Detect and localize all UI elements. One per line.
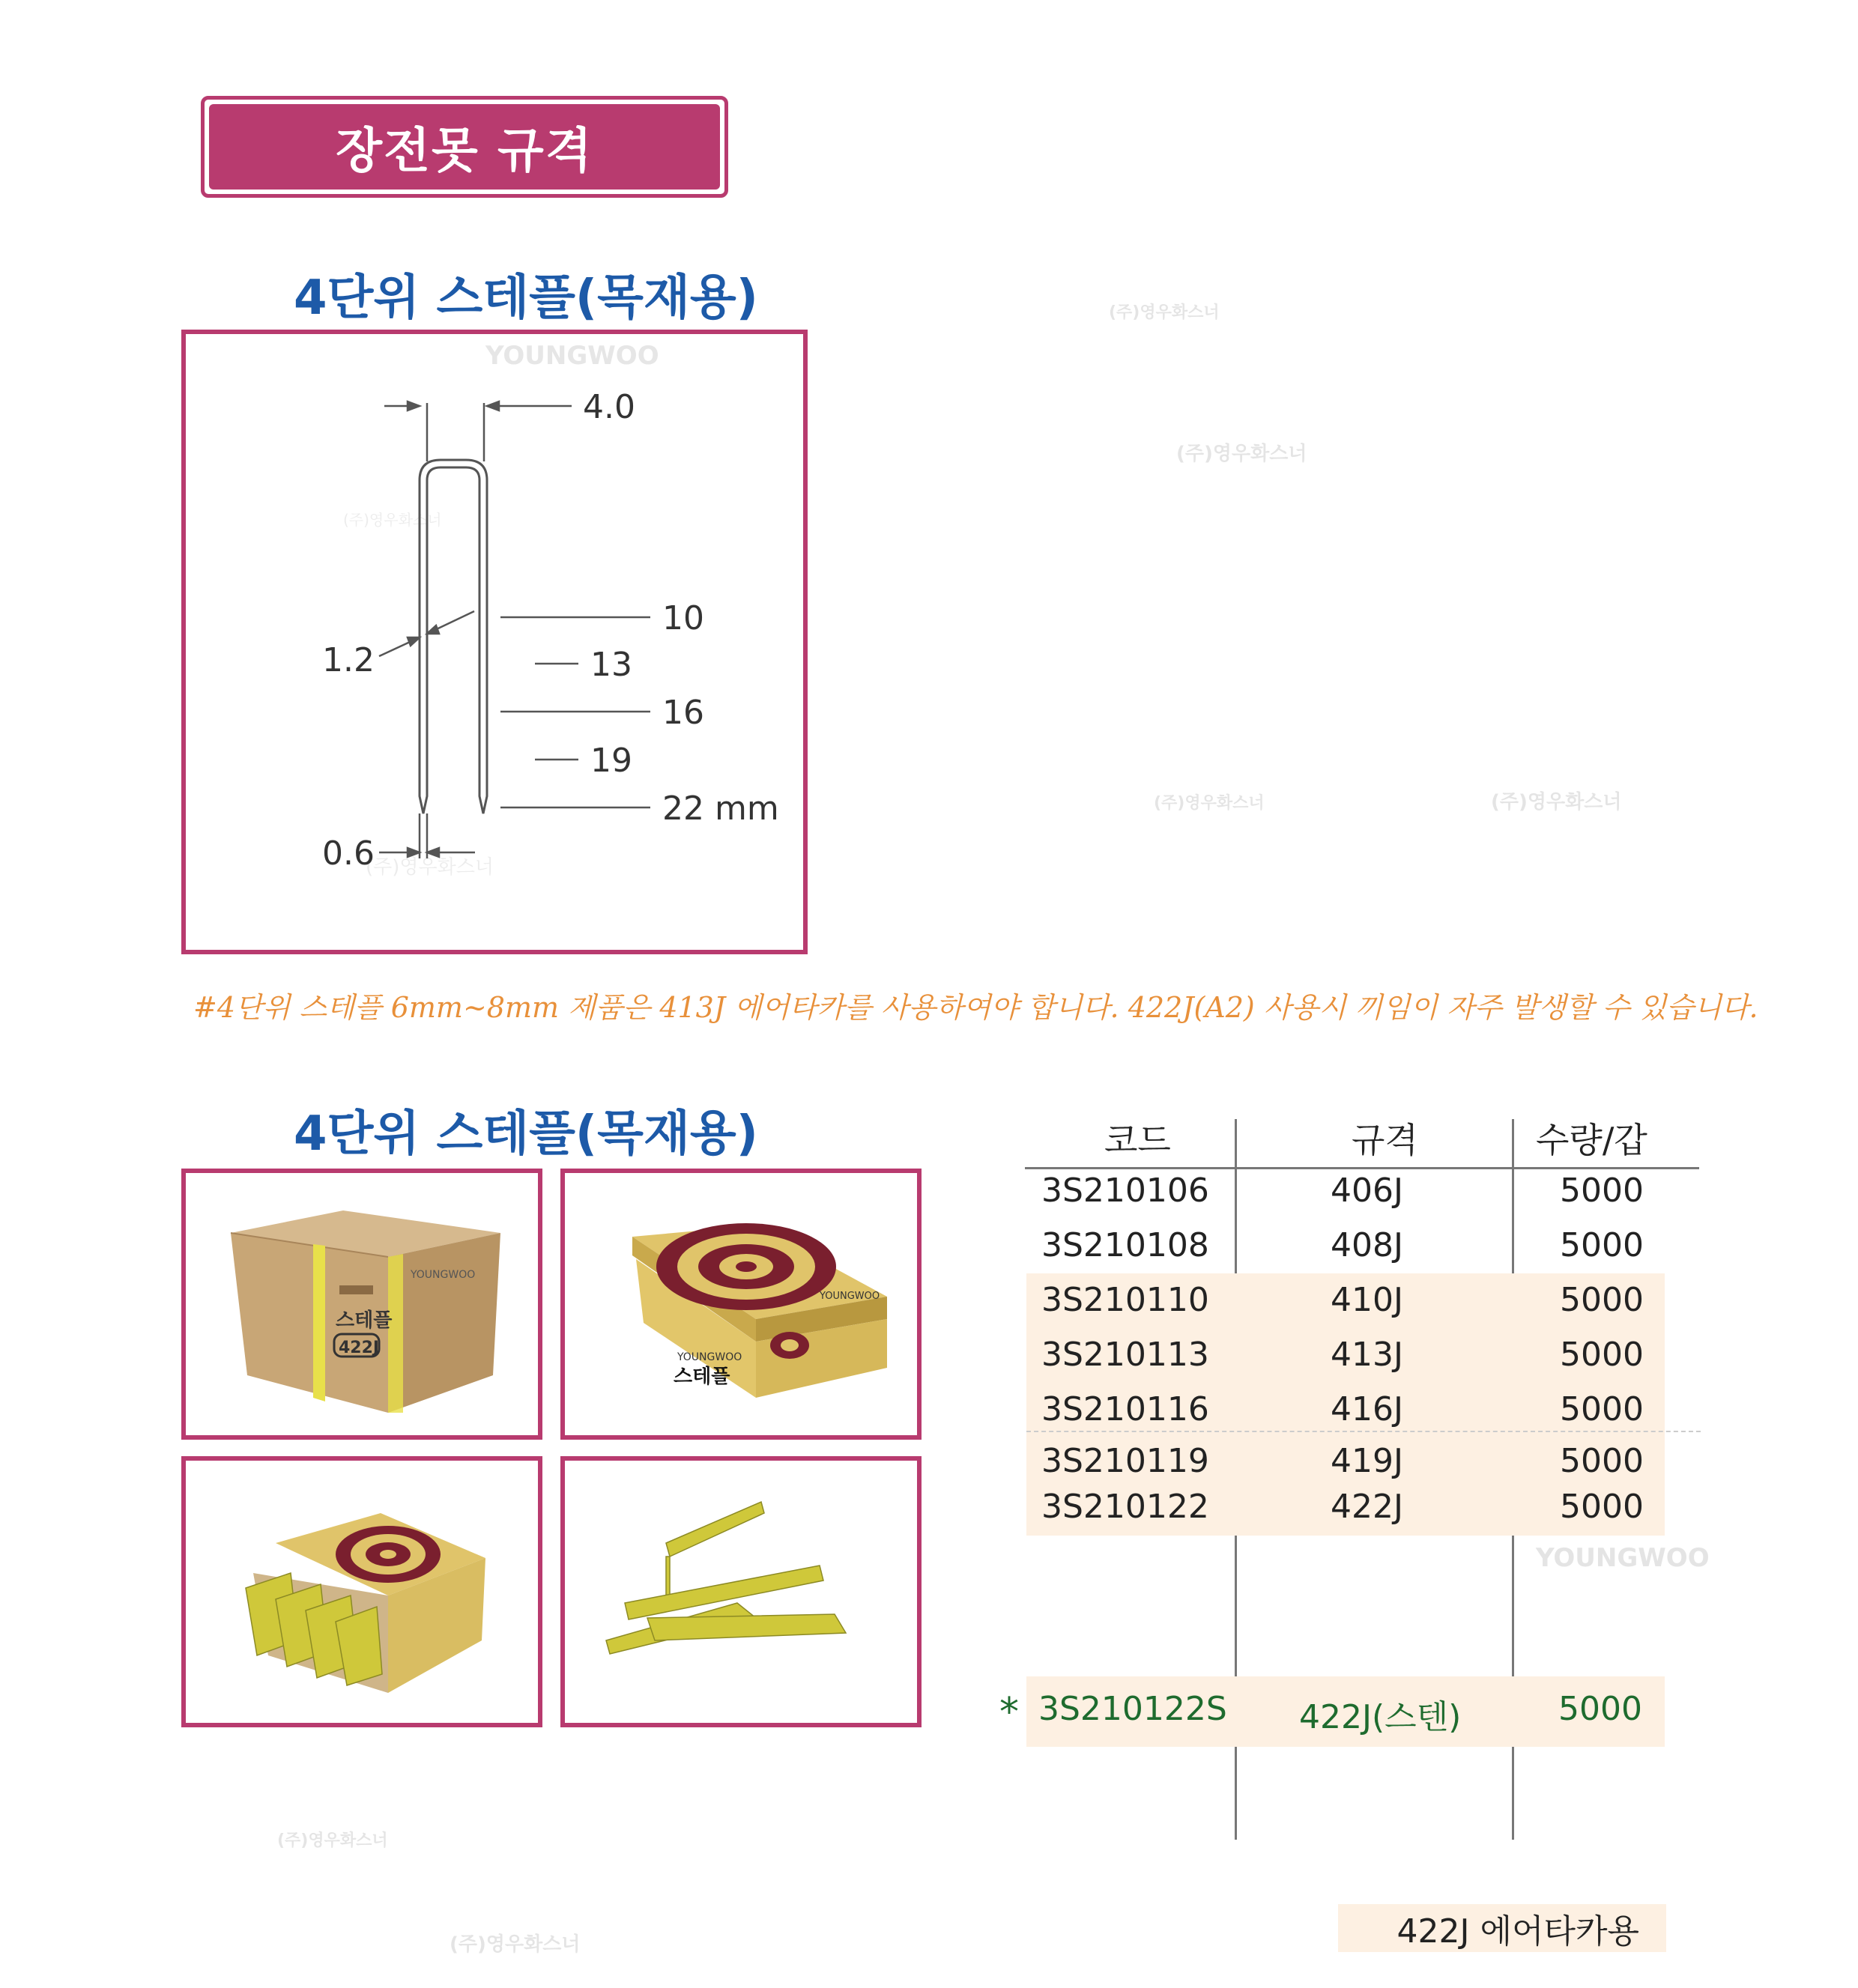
staple-box-image xyxy=(565,1173,917,1435)
cell-code: 3S210119 xyxy=(1041,1442,1209,1480)
cell-qty: 5000 xyxy=(1560,1226,1644,1264)
staple-box-photo-frame xyxy=(560,1169,922,1440)
cell-code: 3S210113 xyxy=(1041,1336,1209,1374)
staple-strips-image xyxy=(565,1461,917,1723)
open-box-image xyxy=(186,1461,538,1723)
cell-qty: 5000 xyxy=(1560,1172,1644,1210)
svg-text:YOUNGWOO: YOUNGWOO xyxy=(411,1269,476,1281)
cell-qty: 5000 xyxy=(1560,1488,1644,1526)
header-qty: 수량/갑 xyxy=(1536,1120,1647,1160)
staple-diagram-frame xyxy=(181,330,808,954)
cell-code: 3S210122S xyxy=(1038,1690,1227,1728)
special-marker: * xyxy=(999,1690,1019,1735)
title-banner xyxy=(201,96,728,198)
svg-text:(주)영우화스너: (주)영우화스너 xyxy=(366,856,494,879)
svg-text:YOUNGWOO: YOUNGWOO xyxy=(677,1351,742,1363)
banner-title: 장전못 규격 xyxy=(209,104,720,190)
dashed-divider xyxy=(1026,1431,1701,1432)
staple-dimension-diagram xyxy=(186,334,803,950)
svg-text:YOUNGWOO: YOUNGWOO xyxy=(485,341,659,371)
cell-spec: 422J(스텐) xyxy=(1299,1698,1462,1736)
cell-qty: 5000 xyxy=(1560,1442,1644,1480)
carton-box-image xyxy=(186,1173,538,1435)
open-box-photo-frame xyxy=(181,1456,542,1727)
staple-strips-photo-frame xyxy=(560,1456,922,1727)
cell-spec: 408J xyxy=(1331,1226,1403,1264)
svg-text:YOUNGWOO: YOUNGWOO xyxy=(820,1291,880,1302)
table-header-rule xyxy=(1025,1167,1699,1169)
header-code: 코드 xyxy=(1104,1120,1171,1160)
watermark: (주)영우화스너 xyxy=(1176,443,1307,465)
cell-qty: 5000 xyxy=(1560,1281,1644,1319)
svg-text:10: 10 xyxy=(662,599,704,637)
svg-text:스테플: 스테플 xyxy=(674,1366,730,1388)
svg-text:13: 13 xyxy=(590,646,632,684)
svg-text:19: 19 xyxy=(590,742,632,780)
cell-spec: 422J xyxy=(1331,1488,1403,1526)
cell-spec: 413J xyxy=(1331,1336,1403,1374)
svg-text:16: 16 xyxy=(662,694,704,732)
photo-section-title: 4단위 스테플(목재용) xyxy=(294,1106,758,1162)
cell-spec: 416J xyxy=(1331,1390,1403,1428)
svg-text:스테플: 스테플 xyxy=(336,1309,393,1332)
cell-qty: 5000 xyxy=(1560,1336,1644,1374)
svg-text:22 mm: 22 mm xyxy=(662,790,779,828)
carton-photo-frame xyxy=(181,1169,542,1440)
cell-spec: 410J xyxy=(1331,1281,1403,1319)
watermark: (주)영우화스너 xyxy=(1154,794,1265,813)
watermark: (주)영우화스너 xyxy=(277,1831,388,1850)
diagram-section-title: 4단위 스테플(목재용) xyxy=(294,270,758,326)
cell-spec: 406J xyxy=(1331,1172,1403,1210)
cell-qty: 5000 xyxy=(1558,1690,1642,1728)
cell-code: 3S210110 xyxy=(1041,1281,1209,1319)
cell-spec: 419J xyxy=(1331,1442,1403,1480)
cell-qty: 5000 xyxy=(1560,1390,1644,1428)
usage-note: #4단위 스테플 6mm~8mm 제품은 413J 에어타카를 사용하여야 합니다. 422J(A2) 사용시 끼임이 자주 발생할 수 있습니다. xyxy=(193,991,1758,1024)
cell-code: 3S210108 xyxy=(1041,1226,1209,1264)
cell-code: 3S210106 xyxy=(1041,1172,1209,1210)
cell-code: 3S210122 xyxy=(1041,1488,1209,1526)
svg-text:0.6: 0.6 xyxy=(322,834,375,873)
cell-code: 3S210116 xyxy=(1041,1390,1209,1428)
svg-text:4.0: 4.0 xyxy=(583,388,635,426)
watermark: YOUNGWOO xyxy=(1536,1543,1710,1573)
watermark: (주)영우화스너 xyxy=(1491,791,1622,813)
svg-text:1.2: 1.2 xyxy=(322,641,375,679)
watermark: (주)영우화스너 xyxy=(450,1933,581,1956)
svg-text:422J: 422J xyxy=(339,1339,380,1357)
watermark: (주)영우화스너 xyxy=(1109,303,1220,322)
header-spec: 규격 xyxy=(1352,1120,1418,1160)
svg-text:(주)영우화스너: (주)영우화스너 xyxy=(343,511,442,529)
air-tacker-tag: 422J 에어타카용 xyxy=(1338,1904,1666,1952)
